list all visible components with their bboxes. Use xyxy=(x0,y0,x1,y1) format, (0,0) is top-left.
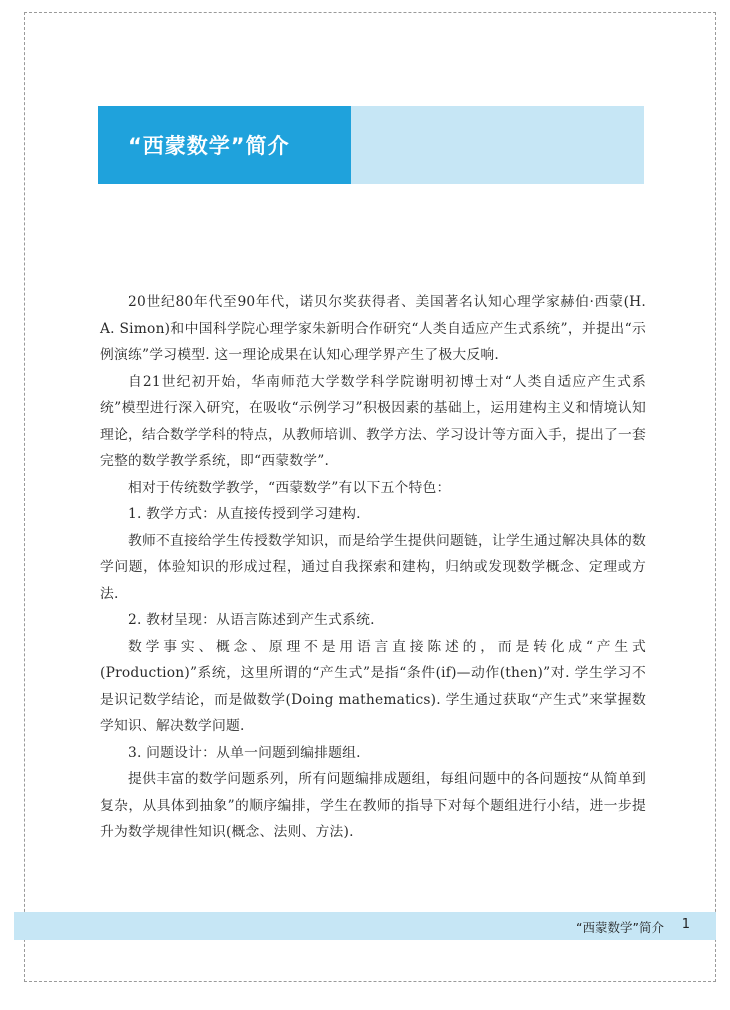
feature-2-heading: 2. 教材呈现：从语言陈述到产生式系统. xyxy=(128,612,375,628)
running-footer-title: “西蒙数学”简介 xyxy=(576,920,664,935)
main-content xyxy=(100,289,646,846)
title-banner xyxy=(98,106,644,184)
feature-1-text: 教师不直接给学生传授数学知识，而是给学生提供问题链，让学生通过解决具体的数学问题，体验知识的形成过程，通过自我探索和建构，归纳或发现数学概念、定理或方法. xyxy=(100,532,646,602)
feature-3-heading: 3. 问题设计：从单一问题到编排题组. xyxy=(128,744,361,761)
paragraph-intro: 20世纪80年代至90年代，诺贝尔奖获得者、美国著名认知心理学家赫伯·西蒙(H. A. Simon)和中国科学院心理学家朱新明合作研究“人类自适应产生式系统”，并提出“示例演练”学习模型. 这一理论成果在认知心理学界产生了极大反响. xyxy=(100,294,646,363)
title-block xyxy=(98,106,351,184)
feature-3-text: 提供丰富的数学问题系列，所有问题编排成题组，每组问题中的各问题按“从简单到复杂，从具体到抽象”的顺序编排，学生在教师的指导下对每个题组进行小结，进一步提升为数学规律性知识(概念、法则、方法). xyxy=(100,771,646,840)
paragraph-features-lead: 相对于传统数学教学，“西蒙数学”有以下五个特色： xyxy=(128,479,451,496)
page-number: 1 xyxy=(681,917,690,932)
paragraph-development: 自21世纪初开始，华南师范大学数学科学院谢明初博士对“人类自适应产生式系统”模型进行深入研究，在吸收“示例学习”积极因素的基础上，运用建构主义和情境认知理论，结合数学学科的特点，从教师培训、教学方法、学习设计等方面入手，提出了一套完整的数学教学系统，即“西蒙数学”. xyxy=(100,373,646,469)
feature-1-heading: 1. 教学方式：从直接传授到学习建构. xyxy=(128,506,361,522)
footer-band xyxy=(14,912,716,940)
feature-2-text: 数学事实、概念、原理不是用语言直接陈述的，而是转化成“产生式(Production)”系统，这里所谓的“产生式”是指“条件(if)—动作(then)”对. 学生学习不是识记数学结论，而是做数学(Doing mathematics). 学生通过获取“产生式”来掌握数学知识、解决数学问题. xyxy=(100,638,646,734)
page-title: “西蒙数学”简介 xyxy=(128,134,290,158)
